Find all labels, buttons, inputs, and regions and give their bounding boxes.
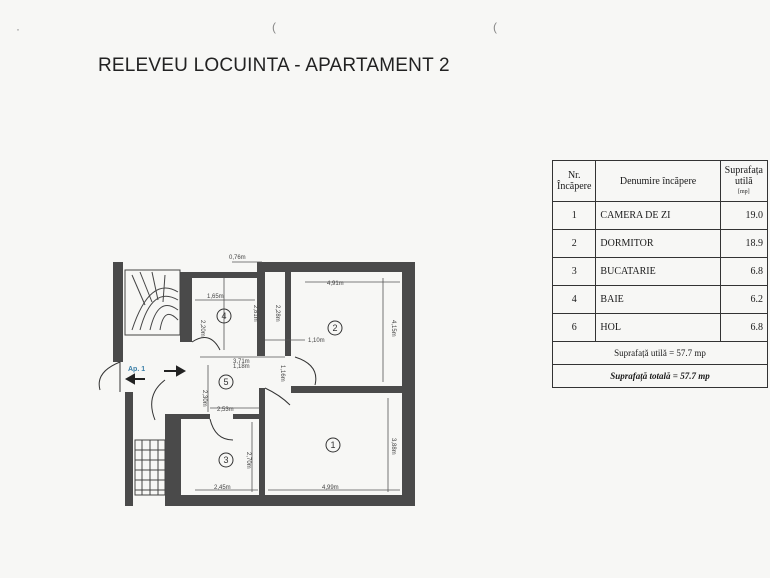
row-name: CAMERA DE ZI bbox=[596, 202, 720, 230]
room-number-5: 5 bbox=[223, 377, 229, 387]
row-nr: 1 bbox=[553, 202, 596, 230]
dim-label: 4,99m bbox=[322, 485, 339, 491]
room-number-1: 1 bbox=[330, 440, 336, 450]
dim-label: 3,88m bbox=[390, 438, 396, 455]
page-title: RELEVEU LOCUINTA - APARTAMENT 2 bbox=[98, 55, 450, 76]
entrance-label: Ap. 1 bbox=[128, 366, 146, 373]
entrance-arrow-right bbox=[164, 367, 184, 375]
dim-label: 3,71m bbox=[233, 359, 250, 365]
header-nr: Nr. Încăpere bbox=[553, 161, 596, 202]
grand-area-total: Suprafață totală = 57.7 mp bbox=[553, 365, 768, 388]
header-area bbox=[720, 161, 767, 202]
table-header-row bbox=[553, 161, 768, 202]
table-row bbox=[553, 286, 768, 314]
table-row bbox=[553, 258, 768, 286]
entrance-arrow-left bbox=[127, 375, 145, 383]
room-number-4: 4 bbox=[221, 311, 227, 321]
table-row bbox=[553, 202, 768, 230]
useful-area-row bbox=[553, 342, 768, 365]
row-nr: 3 bbox=[553, 258, 596, 286]
dim-label: 2,81m bbox=[252, 305, 258, 322]
dim-label: 1,65m bbox=[207, 294, 224, 300]
row-name: HOL bbox=[596, 314, 720, 342]
useful-area-total: Suprafață utilă = 57.7 mp bbox=[553, 342, 768, 365]
scan-speck: · bbox=[16, 22, 20, 36]
row-area: 18.9 bbox=[720, 230, 767, 258]
dim-label: 1,10m bbox=[308, 338, 325, 344]
row-name: BAIE bbox=[596, 286, 720, 314]
row-nr: 2 bbox=[553, 230, 596, 258]
row-nr: 4 bbox=[553, 286, 596, 314]
dim-label: 2,20m bbox=[199, 320, 205, 337]
row-area: 6.8 bbox=[720, 258, 767, 286]
row-nr: 6 bbox=[553, 314, 596, 342]
header-area-label: Suprafața utilă bbox=[724, 164, 763, 187]
header-name: Denumire încăpere bbox=[596, 161, 720, 202]
table-row bbox=[553, 314, 768, 342]
row-area: 19.0 bbox=[720, 202, 767, 230]
row-area: 6.8 bbox=[720, 314, 767, 342]
dim-label: 1,18m bbox=[233, 364, 250, 370]
dim-label: 1,16m bbox=[279, 365, 285, 382]
room-number-3: 3 bbox=[223, 455, 229, 465]
total-area-row bbox=[553, 365, 768, 388]
row-name: DORMITOR bbox=[596, 230, 720, 258]
scan-speck: ( bbox=[493, 20, 497, 34]
row-area: 6.2 bbox=[720, 286, 767, 314]
dim-label: 4,91m bbox=[327, 281, 344, 287]
room-number-2: 2 bbox=[332, 323, 338, 333]
table-row bbox=[553, 230, 768, 258]
dim-label: 2,28m bbox=[274, 305, 280, 322]
dim-label: 2,45m bbox=[214, 485, 231, 491]
row-name: BUCATARIE bbox=[596, 258, 720, 286]
dim-label: 0,76m bbox=[229, 255, 246, 261]
dim-label: 2,30m bbox=[201, 390, 207, 407]
dim-label: 2,53m bbox=[217, 407, 234, 413]
dim-label: 2,70m bbox=[245, 452, 251, 469]
scan-speck: ( bbox=[272, 20, 276, 34]
dim-label: 4,15m bbox=[390, 320, 396, 337]
header-area-unit: [mp] bbox=[738, 188, 750, 195]
room-area-table bbox=[552, 160, 768, 388]
